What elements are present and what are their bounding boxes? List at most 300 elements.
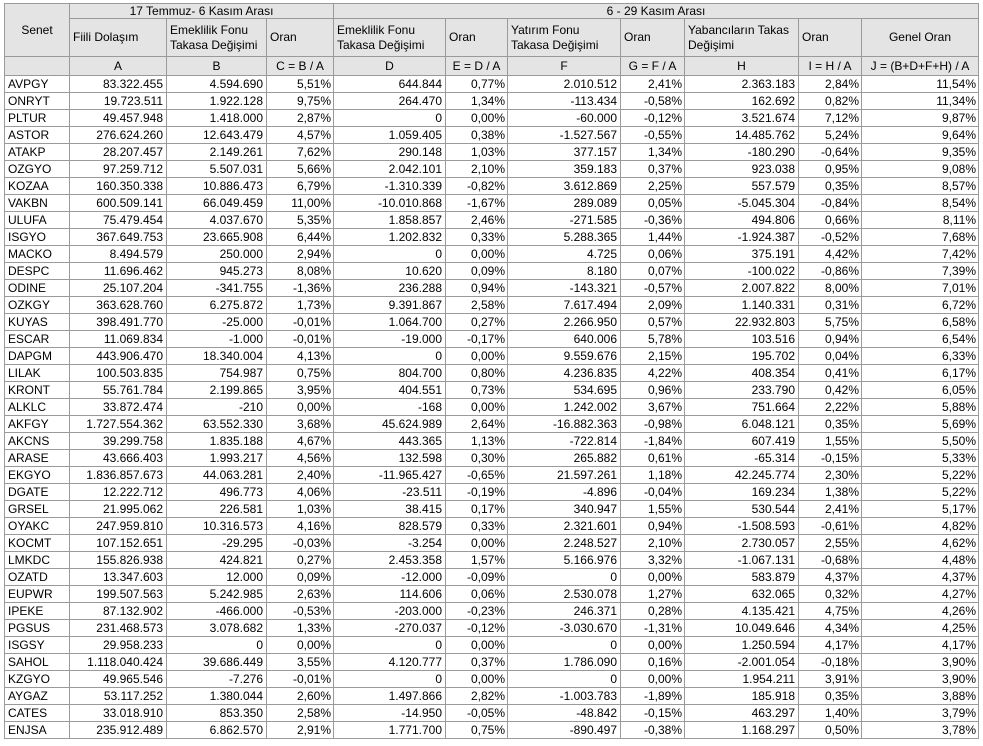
value-cell: 1,27%: [621, 586, 685, 603]
value-cell: -14.950: [334, 705, 446, 722]
value-cell: 1.858.857: [334, 212, 446, 229]
value-cell: 0,35%: [799, 688, 862, 705]
value-cell: -1.003.783: [508, 688, 621, 705]
value-cell: 3,90%: [862, 654, 979, 671]
table-row: [5, 246, 979, 263]
value-cell: 264.470: [334, 93, 446, 110]
symbol-cell: ODINE: [5, 280, 70, 297]
value-cell: 2.363.183: [685, 76, 799, 93]
value-cell: -722.814: [508, 433, 621, 450]
value-cell: 0,33%: [446, 518, 508, 535]
value-cell: 4,48%: [862, 552, 979, 569]
value-cell: 4,75%: [799, 603, 862, 620]
table-row: [5, 552, 979, 569]
value-cell: 534.695: [508, 382, 621, 399]
value-cell: 1,44%: [621, 229, 685, 246]
table-row: [5, 314, 979, 331]
value-cell: 2,40%: [267, 467, 334, 484]
group-header-2: 6 - 29 Kasım Arası: [334, 4, 979, 19]
value-cell: 853.350: [167, 705, 267, 722]
value-cell: 2,58%: [446, 297, 508, 314]
value-cell: 4.037.670: [167, 212, 267, 229]
value-cell: 0,05%: [621, 195, 685, 212]
value-cell: 49.965.546: [70, 671, 167, 688]
value-cell: 0,00%: [446, 535, 508, 552]
value-cell: 945.273: [167, 263, 267, 280]
value-cell: 1.727.554.362: [70, 416, 167, 433]
value-cell: -210: [167, 399, 267, 416]
value-cell: 4,34%: [799, 620, 862, 637]
value-cell: 4,25%: [862, 620, 979, 637]
value-cell: -0,04%: [621, 484, 685, 501]
value-cell: 4,57%: [267, 127, 334, 144]
value-cell: 226.581: [167, 501, 267, 518]
value-cell: 0,61%: [621, 450, 685, 467]
value-cell: 0,16%: [621, 654, 685, 671]
value-cell: 13.347.603: [70, 569, 167, 586]
value-cell: 4.594.690: [167, 76, 267, 93]
value-cell: 1.836.857.673: [70, 467, 167, 484]
symbol-cell: PGSUS: [5, 620, 70, 637]
value-cell: 3,32%: [621, 552, 685, 569]
value-cell: 0,27%: [267, 552, 334, 569]
value-cell: 8.494.579: [70, 246, 167, 263]
formula-cell-empty: [5, 57, 70, 76]
value-cell: 0,95%: [799, 161, 862, 178]
value-cell: 2,25%: [621, 178, 685, 195]
value-cell: 804.700: [334, 365, 446, 382]
value-cell: 4,26%: [862, 603, 979, 620]
value-cell: 195.702: [685, 348, 799, 365]
value-cell: 0,94%: [446, 280, 508, 297]
value-cell: 5.242.985: [167, 586, 267, 603]
symbol-cell: AYGAZ: [5, 688, 70, 705]
value-cell: 236.288: [334, 280, 446, 297]
value-cell: -23.511: [334, 484, 446, 501]
group-header-1: 17 Temmuz- 6 Kasım Arası: [70, 4, 334, 19]
value-cell: 1.064.700: [334, 314, 446, 331]
table-row: [5, 671, 979, 688]
symbol-cell: GRSEL: [5, 501, 70, 518]
value-cell: 38.415: [334, 501, 446, 518]
symbol-cell: ATAKP: [5, 144, 70, 161]
value-cell: 5,50%: [862, 433, 979, 450]
value-cell: 5,66%: [267, 161, 334, 178]
value-cell: -0,86%: [799, 263, 862, 280]
value-cell: 9,64%: [862, 127, 979, 144]
table-row: [5, 484, 979, 501]
value-cell: 0,27%: [446, 314, 508, 331]
value-cell: 1,34%: [446, 93, 508, 110]
value-cell: 8,08%: [267, 263, 334, 280]
symbol-cell: VAKBN: [5, 195, 70, 212]
value-cell: 2,22%: [799, 399, 862, 416]
value-cell: 2,58%: [267, 705, 334, 722]
value-cell: 11,00%: [267, 195, 334, 212]
value-cell: -0,17%: [446, 331, 508, 348]
value-cell: 0,57%: [621, 314, 685, 331]
symbol-cell: ESCAR: [5, 331, 70, 348]
value-cell: 1,57%: [446, 552, 508, 569]
value-cell: 5,22%: [862, 467, 979, 484]
value-cell: 644.844: [334, 76, 446, 93]
value-cell: 0,50%: [799, 722, 862, 739]
col-header: Oran: [267, 19, 334, 57]
value-cell: 463.297: [685, 705, 799, 722]
value-cell: 2.453.358: [334, 552, 446, 569]
value-cell: 1,13%: [446, 433, 508, 450]
value-cell: -168: [334, 399, 446, 416]
value-cell: -271.585: [508, 212, 621, 229]
value-cell: 0,37%: [446, 654, 508, 671]
value-cell: 2.042.101: [334, 161, 446, 178]
value-cell: 14.485.762: [685, 127, 799, 144]
value-cell: 9,87%: [862, 110, 979, 127]
value-cell: 1,18%: [621, 467, 685, 484]
table-row: [5, 195, 979, 212]
value-cell: 0,66%: [799, 212, 862, 229]
value-cell: 7,12%: [799, 110, 862, 127]
value-cell: 4,06%: [267, 484, 334, 501]
table-row: [5, 722, 979, 739]
value-cell: 114.606: [334, 586, 446, 603]
value-cell: 0: [508, 671, 621, 688]
value-cell: 39.686.449: [167, 654, 267, 671]
value-cell: -100.022: [685, 263, 799, 280]
table-row: [5, 331, 979, 348]
value-cell: 0,28%: [621, 603, 685, 620]
value-cell: 2,46%: [446, 212, 508, 229]
value-cell: 4,22%: [621, 365, 685, 382]
value-cell: -0,09%: [446, 569, 508, 586]
value-cell: 1,73%: [267, 297, 334, 314]
value-cell: -0,03%: [267, 535, 334, 552]
table-row: [5, 263, 979, 280]
value-cell: 2.730.057: [685, 535, 799, 552]
value-cell: 247.959.810: [70, 518, 167, 535]
value-cell: 4,67%: [267, 433, 334, 450]
value-cell: 340.947: [508, 501, 621, 518]
symbol-cell: ASTOR: [5, 127, 70, 144]
symbol-cell: EKGYO: [5, 467, 70, 484]
value-cell: 0,75%: [446, 722, 508, 739]
value-cell: -0,98%: [621, 416, 685, 433]
table-row: [5, 705, 979, 722]
value-cell: 8,54%: [862, 195, 979, 212]
value-cell: -65.314: [685, 450, 799, 467]
value-cell: 10.316.573: [167, 518, 267, 535]
value-cell: 4.120.777: [334, 654, 446, 671]
value-cell: 0,00%: [621, 637, 685, 654]
value-cell: 290.148: [334, 144, 446, 161]
value-cell: 0,30%: [446, 450, 508, 467]
value-cell: 1.771.700: [334, 722, 446, 739]
value-cell: 103.516: [685, 331, 799, 348]
value-cell: 4.135.421: [685, 603, 799, 620]
table-row: [5, 110, 979, 127]
value-cell: 4,17%: [862, 637, 979, 654]
value-cell: 0,94%: [621, 518, 685, 535]
symbol-cell: LMKDC: [5, 552, 70, 569]
value-cell: -1.924.387: [685, 229, 799, 246]
value-cell: 2,82%: [446, 688, 508, 705]
value-cell: 4,16%: [267, 518, 334, 535]
value-cell: 18.340.004: [167, 348, 267, 365]
value-cell: 5,24%: [799, 127, 862, 144]
value-cell: 5.288.365: [508, 229, 621, 246]
table-row: [5, 382, 979, 399]
value-cell: -0,68%: [799, 552, 862, 569]
value-cell: 2.266.950: [508, 314, 621, 331]
value-cell: 404.551: [334, 382, 446, 399]
symbol-cell: ONRYT: [5, 93, 70, 110]
value-cell: -0,57%: [621, 280, 685, 297]
value-cell: 3,95%: [267, 382, 334, 399]
value-cell: -0,38%: [621, 722, 685, 739]
value-cell: 9,08%: [862, 161, 979, 178]
col-header: Oran: [799, 19, 862, 57]
symbol-cell: DAPGM: [5, 348, 70, 365]
value-cell: 0,96%: [621, 382, 685, 399]
value-cell: -25.000: [167, 314, 267, 331]
value-cell: 19.723.511: [70, 93, 167, 110]
symbol-cell: ENJSA: [5, 722, 70, 739]
value-cell: 496.773: [167, 484, 267, 501]
table-row: [5, 518, 979, 535]
value-cell: 53.117.252: [70, 688, 167, 705]
value-cell: 5.166.976: [508, 552, 621, 569]
value-cell: 2,41%: [621, 76, 685, 93]
symbol-cell: KRONT: [5, 382, 70, 399]
value-cell: 246.371: [508, 603, 621, 620]
value-cell: 2.248.527: [508, 535, 621, 552]
value-cell: 7.617.494: [508, 297, 621, 314]
table-row: [5, 620, 979, 637]
value-cell: 0,09%: [446, 263, 508, 280]
value-cell: 169.234: [685, 484, 799, 501]
symbol-cell: KOZAA: [5, 178, 70, 195]
value-cell: 1,55%: [621, 501, 685, 518]
value-cell: 1.059.405: [334, 127, 446, 144]
value-cell: 0,06%: [446, 586, 508, 603]
symbol-cell: EUPWR: [5, 586, 70, 603]
value-cell: 7,42%: [862, 246, 979, 263]
value-cell: 1.250.594: [685, 637, 799, 654]
value-cell: 1.993.217: [167, 450, 267, 467]
table-row: [5, 433, 979, 450]
value-cell: 87.132.902: [70, 603, 167, 620]
symbol-cell: KZGYO: [5, 671, 70, 688]
value-cell: 2.530.078: [508, 586, 621, 603]
value-cell: 3,55%: [267, 654, 334, 671]
value-cell: -0,15%: [799, 450, 862, 467]
formula-cell: A: [70, 57, 167, 76]
table-row: [5, 365, 979, 382]
value-cell: 5,17%: [862, 501, 979, 518]
value-cell: 100.503.835: [70, 365, 167, 382]
value-cell: 22.932.803: [685, 314, 799, 331]
value-cell: 63.552.330: [167, 416, 267, 433]
value-cell: -11.965.427: [334, 467, 446, 484]
value-cell: 0: [334, 110, 446, 127]
value-cell: 0,00%: [446, 399, 508, 416]
value-cell: 25.107.204: [70, 280, 167, 297]
value-cell: 0,37%: [621, 161, 685, 178]
value-cell: -16.882.363: [508, 416, 621, 433]
value-cell: -0,58%: [621, 93, 685, 110]
value-cell: -0,12%: [621, 110, 685, 127]
value-cell: 10.886.473: [167, 178, 267, 195]
value-cell: -203.000: [334, 603, 446, 620]
value-cell: -1.527.567: [508, 127, 621, 144]
value-cell: -113.434: [508, 93, 621, 110]
value-cell: 1,33%: [267, 620, 334, 637]
value-cell: -0,64%: [799, 144, 862, 161]
value-cell: 398.491.770: [70, 314, 167, 331]
table-row: [5, 450, 979, 467]
value-cell: 607.419: [685, 433, 799, 450]
value-cell: 4,13%: [267, 348, 334, 365]
value-cell: 0: [167, 637, 267, 654]
value-cell: 11.696.462: [70, 263, 167, 280]
table-row: [5, 467, 979, 484]
value-cell: -0,61%: [799, 518, 862, 535]
value-cell: 2,30%: [799, 467, 862, 484]
value-cell: -29.295: [167, 535, 267, 552]
value-cell: 5,78%: [621, 331, 685, 348]
col-header: Oran: [446, 19, 508, 57]
value-cell: 5,51%: [267, 76, 334, 93]
value-cell: 42.245.774: [685, 467, 799, 484]
value-cell: 6,44%: [267, 229, 334, 246]
value-cell: -2.001.054: [685, 654, 799, 671]
symbol-cell: OZATD: [5, 569, 70, 586]
value-cell: 75.479.454: [70, 212, 167, 229]
value-cell: -0,84%: [799, 195, 862, 212]
value-cell: 28.207.457: [70, 144, 167, 161]
value-cell: 2.149.261: [167, 144, 267, 161]
symbol-cell: OZKGY: [5, 297, 70, 314]
value-cell: 5.507.031: [167, 161, 267, 178]
value-cell: 10.620: [334, 263, 446, 280]
value-cell: 530.544: [685, 501, 799, 518]
value-cell: 1.786.090: [508, 654, 621, 671]
col-header: Yabancıların Takas Değişimi: [685, 19, 799, 57]
value-cell: 2.007.822: [685, 280, 799, 297]
value-cell: -1.000: [167, 331, 267, 348]
value-cell: -0,36%: [621, 212, 685, 229]
value-cell: 4,37%: [799, 569, 862, 586]
value-cell: 583.879: [685, 569, 799, 586]
formula-cell: E = D / A: [446, 57, 508, 76]
table-row: [5, 688, 979, 705]
value-cell: 0: [334, 637, 446, 654]
value-cell: 185.918: [685, 688, 799, 705]
value-cell: -3.030.670: [508, 620, 621, 637]
value-cell: -270.037: [334, 620, 446, 637]
value-cell: 132.598: [334, 450, 446, 467]
value-cell: 3,90%: [862, 671, 979, 688]
value-cell: 0,42%: [799, 382, 862, 399]
value-cell: 0: [508, 637, 621, 654]
value-cell: 107.152.651: [70, 535, 167, 552]
value-cell: 45.624.989: [334, 416, 446, 433]
value-cell: 8.180: [508, 263, 621, 280]
value-cell: -3.254: [334, 535, 446, 552]
value-cell: -466.000: [167, 603, 267, 620]
value-cell: 2,15%: [621, 348, 685, 365]
symbol-cell: DESPC: [5, 263, 70, 280]
formula-cell: I = H / A: [799, 57, 862, 76]
value-cell: 2,55%: [799, 535, 862, 552]
value-cell: 0,00%: [267, 637, 334, 654]
value-cell: 632.065: [685, 586, 799, 603]
value-cell: 7,01%: [862, 280, 979, 297]
value-cell: 4,17%: [799, 637, 862, 654]
value-cell: -60.000: [508, 110, 621, 127]
value-cell: -1,84%: [621, 433, 685, 450]
value-cell: -0,18%: [799, 654, 862, 671]
formula-cell: B: [167, 57, 267, 76]
value-cell: 43.666.403: [70, 450, 167, 467]
value-cell: 3,79%: [862, 705, 979, 722]
table-row: [5, 637, 979, 654]
value-cell: 83.322.455: [70, 76, 167, 93]
value-cell: 44.063.281: [167, 467, 267, 484]
value-cell: 49.457.948: [70, 110, 167, 127]
value-cell: 4,27%: [862, 586, 979, 603]
value-cell: 923.038: [685, 161, 799, 178]
value-cell: 4,62%: [862, 535, 979, 552]
value-cell: 0,00%: [446, 110, 508, 127]
symbol-cell: KOCMT: [5, 535, 70, 552]
value-cell: 5,69%: [862, 416, 979, 433]
value-cell: 1.922.128: [167, 93, 267, 110]
value-cell: 1.497.866: [334, 688, 446, 705]
value-cell: 2,94%: [267, 246, 334, 263]
value-cell: 11,34%: [862, 93, 979, 110]
symbol-cell: DGATE: [5, 484, 70, 501]
col-header: Oran: [621, 19, 685, 57]
value-cell: 3,91%: [799, 671, 862, 688]
value-cell: 751.664: [685, 399, 799, 416]
value-cell: 1.418.000: [167, 110, 267, 127]
value-cell: -0,52%: [799, 229, 862, 246]
value-cell: 6.048.121: [685, 416, 799, 433]
value-cell: 0: [334, 348, 446, 365]
symbol-cell: IPEKE: [5, 603, 70, 620]
value-cell: 33.018.910: [70, 705, 167, 722]
value-cell: -143.321: [508, 280, 621, 297]
value-cell: 6.275.872: [167, 297, 267, 314]
value-cell: 2,09%: [621, 297, 685, 314]
value-cell: 1,55%: [799, 433, 862, 450]
stock-table: [4, 3, 979, 739]
value-cell: 21.995.062: [70, 501, 167, 518]
value-cell: 3,67%: [621, 399, 685, 416]
value-cell: 375.191: [685, 246, 799, 263]
value-cell: 0: [334, 671, 446, 688]
table-row: [5, 178, 979, 195]
value-cell: 0,32%: [799, 586, 862, 603]
value-cell: 828.579: [334, 518, 446, 535]
col-header: Emeklilik Fonu Takasa Değişimi: [167, 19, 267, 57]
value-cell: -0,12%: [446, 620, 508, 637]
value-cell: -0,53%: [267, 603, 334, 620]
formula-cell: G = F / A: [621, 57, 685, 76]
value-cell: 557.579: [685, 178, 799, 195]
table-row: [5, 93, 979, 110]
